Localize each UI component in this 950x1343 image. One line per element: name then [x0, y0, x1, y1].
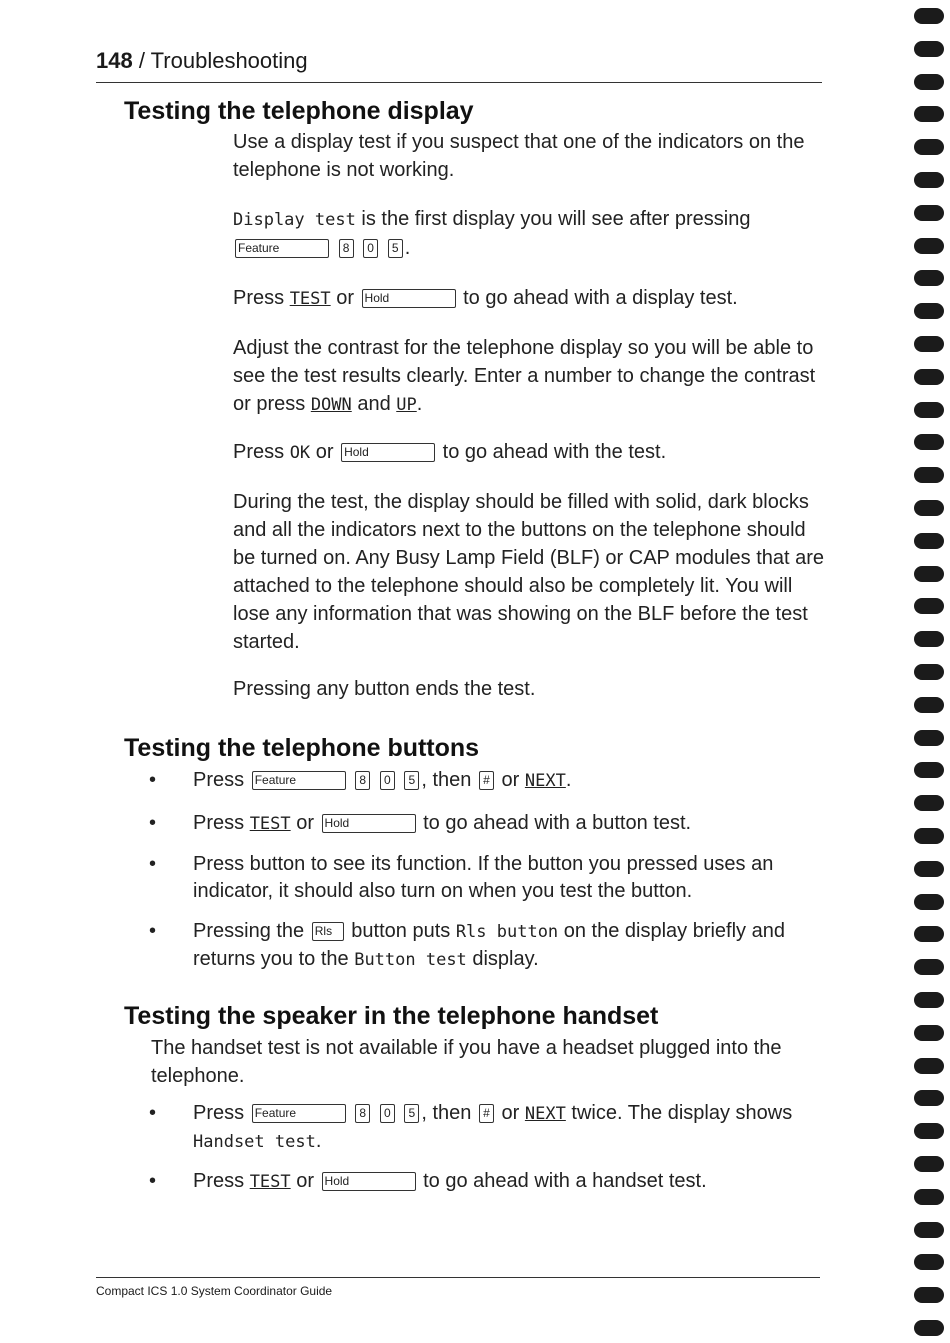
display-end-test: Pressing any button ends the test. [233, 678, 536, 700]
binding-ring [914, 1058, 944, 1074]
binding-ring [914, 1254, 944, 1270]
binding-ring [914, 894, 944, 910]
header-section: Troubleshooting [150, 48, 308, 73]
binding-ring [914, 1222, 944, 1238]
display-intro: Use a display test if you suspect that one of the indicators on the telephone is not working. [233, 131, 805, 181]
footer-rule [96, 1277, 820, 1278]
list-item: • Press TEST or Hold to go ahead with a handset test. [193, 1168, 823, 1196]
binding-ring [914, 533, 944, 549]
binding-ring [914, 1320, 944, 1336]
binding-ring [914, 664, 944, 680]
bullet: • [149, 853, 157, 875]
rls-key: Rls [312, 922, 344, 941]
feature-key: Feature [252, 1104, 346, 1123]
binding-ring [914, 139, 944, 155]
binding-ring [914, 959, 944, 975]
binding-ring [914, 41, 944, 57]
footer-text: Compact ICS 1.0 System Coordinator Guide [96, 1284, 333, 1298]
binding-ring [914, 926, 944, 942]
key-5: 5 [404, 771, 419, 790]
header-separator: / [132, 48, 151, 73]
binding-ring [914, 992, 944, 1008]
binding-ring [914, 402, 944, 418]
binding-ring [914, 270, 944, 286]
binding-ring [914, 303, 944, 319]
binding-ring [914, 1189, 944, 1205]
key-hash: # [479, 771, 494, 790]
display-during-test: During the test, the display should be filled with solid, dark blocks and all the indicators next to the buttons on the telephone should be turned on. Any Busy Lamp Field (BLF) or CAP modules that are attached to the telephone should also be completely lit. You will lose any information that was showing on the BLF before the test started. [233, 491, 825, 653]
heading-display-test: Testing the telephone display [124, 97, 474, 125]
heading-buttons-test: Testing the telephone buttons [124, 734, 480, 762]
key-0: 0 [380, 1104, 395, 1123]
key-0: 0 [380, 771, 395, 790]
display-contrast: Adjust the contrast for the telephone display so you will be able to see the test results clearly. Enter a number to change the contrast or press DOWN and UP. [233, 337, 816, 415]
binding-ring [914, 8, 944, 24]
binding-ring [914, 106, 944, 122]
display-press-test: Press TEST or Hold to go ahead with a display test. [233, 287, 738, 309]
header-rule [96, 82, 822, 83]
list-item: • Press Feature 8 0 5 , then # or NEXT. [193, 767, 823, 795]
key-0: 0 [363, 239, 378, 258]
softkey-test: TEST [249, 814, 291, 834]
softkey-next: NEXT [524, 1104, 566, 1124]
hold-key: Hold [362, 289, 456, 308]
binding-ring [914, 1090, 944, 1106]
binding-ring [914, 205, 944, 221]
key-8: 8 [355, 1104, 370, 1123]
binding-ring [914, 434, 944, 450]
binding-ring [914, 861, 944, 877]
key-8: 8 [339, 239, 354, 258]
lcd-handset-test: Handset test [193, 1132, 316, 1152]
binding-ring [914, 336, 944, 352]
list-item: • Press Feature 8 0 5 , then # or NEXT twice. The display shows Handset test. [149, 1102, 793, 1152]
binding-ring [914, 74, 944, 90]
binding-ring [914, 730, 944, 746]
hold-key: Hold [341, 443, 435, 462]
lcd-rls-button: Rls button [455, 922, 559, 942]
list-item: • Press button to see its function. If the button you pressed uses an indicator, it should also turn on when you test the button. [149, 853, 774, 902]
key-8: 8 [355, 771, 370, 790]
softkey-ok: OK [289, 443, 311, 463]
key-5: 5 [404, 1104, 419, 1123]
bullet: • [149, 769, 157, 791]
list-item: • Press TEST or Hold to go ahead with a button test. [193, 810, 823, 838]
lcd-button-test: Button test [354, 950, 467, 970]
bullet: • [149, 920, 157, 942]
binding-ring [914, 500, 944, 516]
key-hash: # [479, 1104, 494, 1123]
binding-ring [914, 762, 944, 778]
lcd-display-test: Display test [233, 210, 356, 230]
binding-ring [914, 1025, 944, 1041]
softkey-next: NEXT [524, 771, 566, 791]
feature-key: Feature [235, 239, 329, 258]
bullet: • [149, 1102, 157, 1124]
binding-ring [914, 697, 944, 713]
list-item: • Pressing the Rls button puts Rls button on the display briefly and returns you to the Button test display. [149, 920, 785, 970]
display-first-screen: Display test is the first display you will see after pressing Feature 8 0 5 . [233, 208, 751, 259]
feature-key: Feature [252, 771, 346, 790]
binding-ring [914, 467, 944, 483]
binding-ring [914, 1156, 944, 1172]
binding-ring [914, 566, 944, 582]
binding-ring [914, 238, 944, 254]
bullet: • [149, 812, 157, 834]
binding-ring [914, 795, 944, 811]
binding-ring [914, 598, 944, 614]
binding-ring [914, 828, 944, 844]
binding-ring [914, 1123, 944, 1139]
binding-ring [914, 631, 944, 647]
display-press-ok: Press OK or Hold to go ahead with the test. [233, 441, 667, 463]
softkey-down: DOWN [310, 395, 352, 415]
page-number: 148 [96, 48, 133, 73]
softkey-up: UP [396, 395, 417, 415]
softkey-test: TEST [249, 1172, 291, 1192]
key-5: 5 [388, 239, 403, 258]
spiral-binding [912, 0, 950, 1343]
hold-key: Hold [322, 1172, 416, 1191]
binding-ring [914, 369, 944, 385]
hold-key: Hold [322, 814, 416, 833]
softkey-test: TEST [289, 289, 331, 309]
handset-intro: The handset test is not available if you have a headset plugged into the telephone. [151, 1037, 782, 1087]
page-header [96, 48, 308, 74]
heading-handset-test: Testing the speaker in the telephone handset [124, 1002, 659, 1030]
binding-ring [914, 1287, 944, 1303]
binding-ring [914, 172, 944, 188]
bullet: • [149, 1170, 157, 1192]
